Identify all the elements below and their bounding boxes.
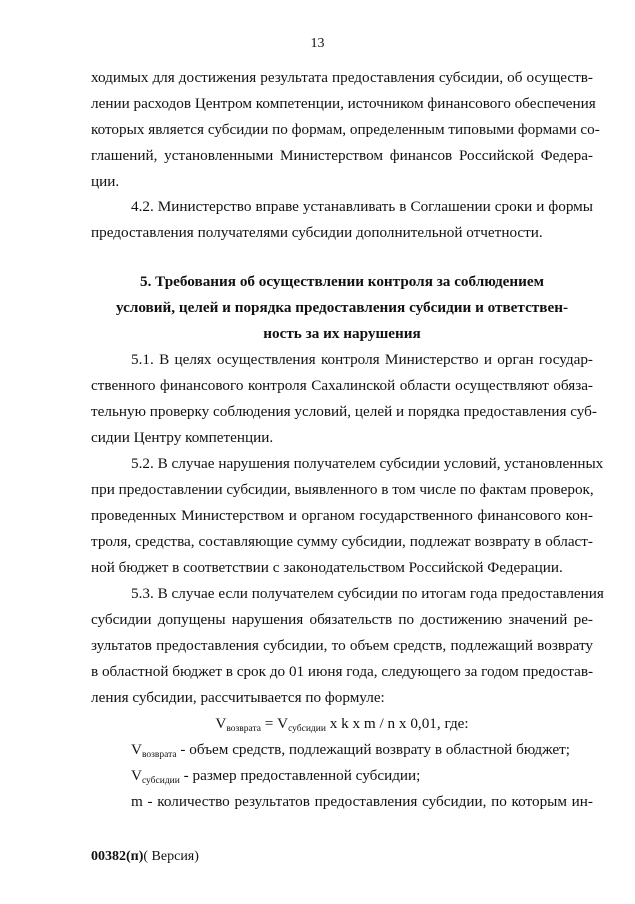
formula-eq: = V — [260, 715, 289, 732]
text-line: при предоставлении субсидии, выявленного в том числе по фактам проверок, — [91, 481, 594, 498]
text-line: 4.2. Министерство вправе устанавливать в Соглашении сроки и формы — [131, 198, 593, 215]
def-sub: субсидии — [141, 776, 180, 786]
footer-code: 00382(п) — [91, 849, 144, 864]
definition-line: m - количество результатов предоставления субсидии, по которым ин- — [131, 793, 593, 810]
def-text: - объем средств, подлежащий возврату в областной бюджет; — [176, 741, 571, 758]
text-line: ственного финансового контроля Сахалинской области осуществляют обяза- — [91, 377, 593, 394]
def-text: - размер предоставленной субсидии; — [179, 767, 421, 784]
text-line: зультатов предоставления субсидии, то объем средств, подлежащий возврату — [91, 637, 593, 654]
formula-sub-return: возврата — [226, 724, 261, 734]
section-heading: условий, целей и порядка предоставления субсидии и ответствен- — [115, 299, 569, 316]
footer-version: ( Версия) — [143, 849, 199, 864]
text-line: сидии Центру компетенции. — [91, 429, 274, 446]
text-line: в областной бюджет в срок до 01 июня года, следующего за годом предостав- — [91, 663, 594, 680]
text-line: ходимых для достижения результата предоставления субсидии, об осуществ- — [91, 69, 593, 86]
formula-v: V — [215, 715, 227, 732]
text-line: 5.3. В случае если получателем субсидии по итогам года предоставления — [131, 585, 604, 602]
formula-rest: x k x m / n x 0,01, где: — [325, 715, 469, 732]
text-line: троля, средства, составляющие сумму субсидии, подлежат возврату в област- — [91, 533, 593, 550]
formula-sub-subsidy: субсидии — [288, 724, 326, 734]
text-line: ления субсидии, рассчитывается по формуле: — [91, 689, 385, 706]
section-heading: 5. Требования об осуществлении контроля за соблюдением — [139, 273, 545, 290]
text-line: тельную проверку соблюдения условий, целей и порядка предоставления суб- — [91, 403, 597, 420]
definition-line — [131, 740, 593, 760]
def-v: V — [131, 741, 142, 758]
text-line: 5.1. В целях осуществления контроля Министерство и орган государ- — [131, 351, 593, 368]
text-line: лении расходов Центром компетенции, источником финансового обеспечения — [91, 95, 596, 112]
text-line: проведенных Министерством и органом государственного финансового кон- — [91, 507, 593, 524]
text-line: 5.2. В случае нарушения получателем субсидии условий, установленных — [131, 455, 604, 472]
def-sub: возврата — [141, 750, 177, 760]
page-number: 13 — [310, 36, 325, 51]
document-footer — [91, 849, 199, 865]
text-line: ной бюджет в соответствии с законодательством Российской Федерации. — [91, 559, 563, 576]
definition-line — [131, 766, 593, 786]
def-v: V — [131, 767, 142, 784]
text-line: глашений, установленными Министерством финансов Российской Федера- — [91, 147, 593, 164]
text-line: предоставления получателями субсидии дополнительной отчетности. — [91, 224, 543, 241]
text-line: которых является субсидии по формам, определенным типовыми формами со- — [91, 121, 600, 138]
section-heading: ность за их нарушения — [263, 325, 421, 342]
formula — [91, 714, 593, 734]
text-line: ции. — [91, 173, 120, 190]
text-line: субсидии допущены нарушения обязательств по достижению значений ре- — [91, 611, 593, 628]
